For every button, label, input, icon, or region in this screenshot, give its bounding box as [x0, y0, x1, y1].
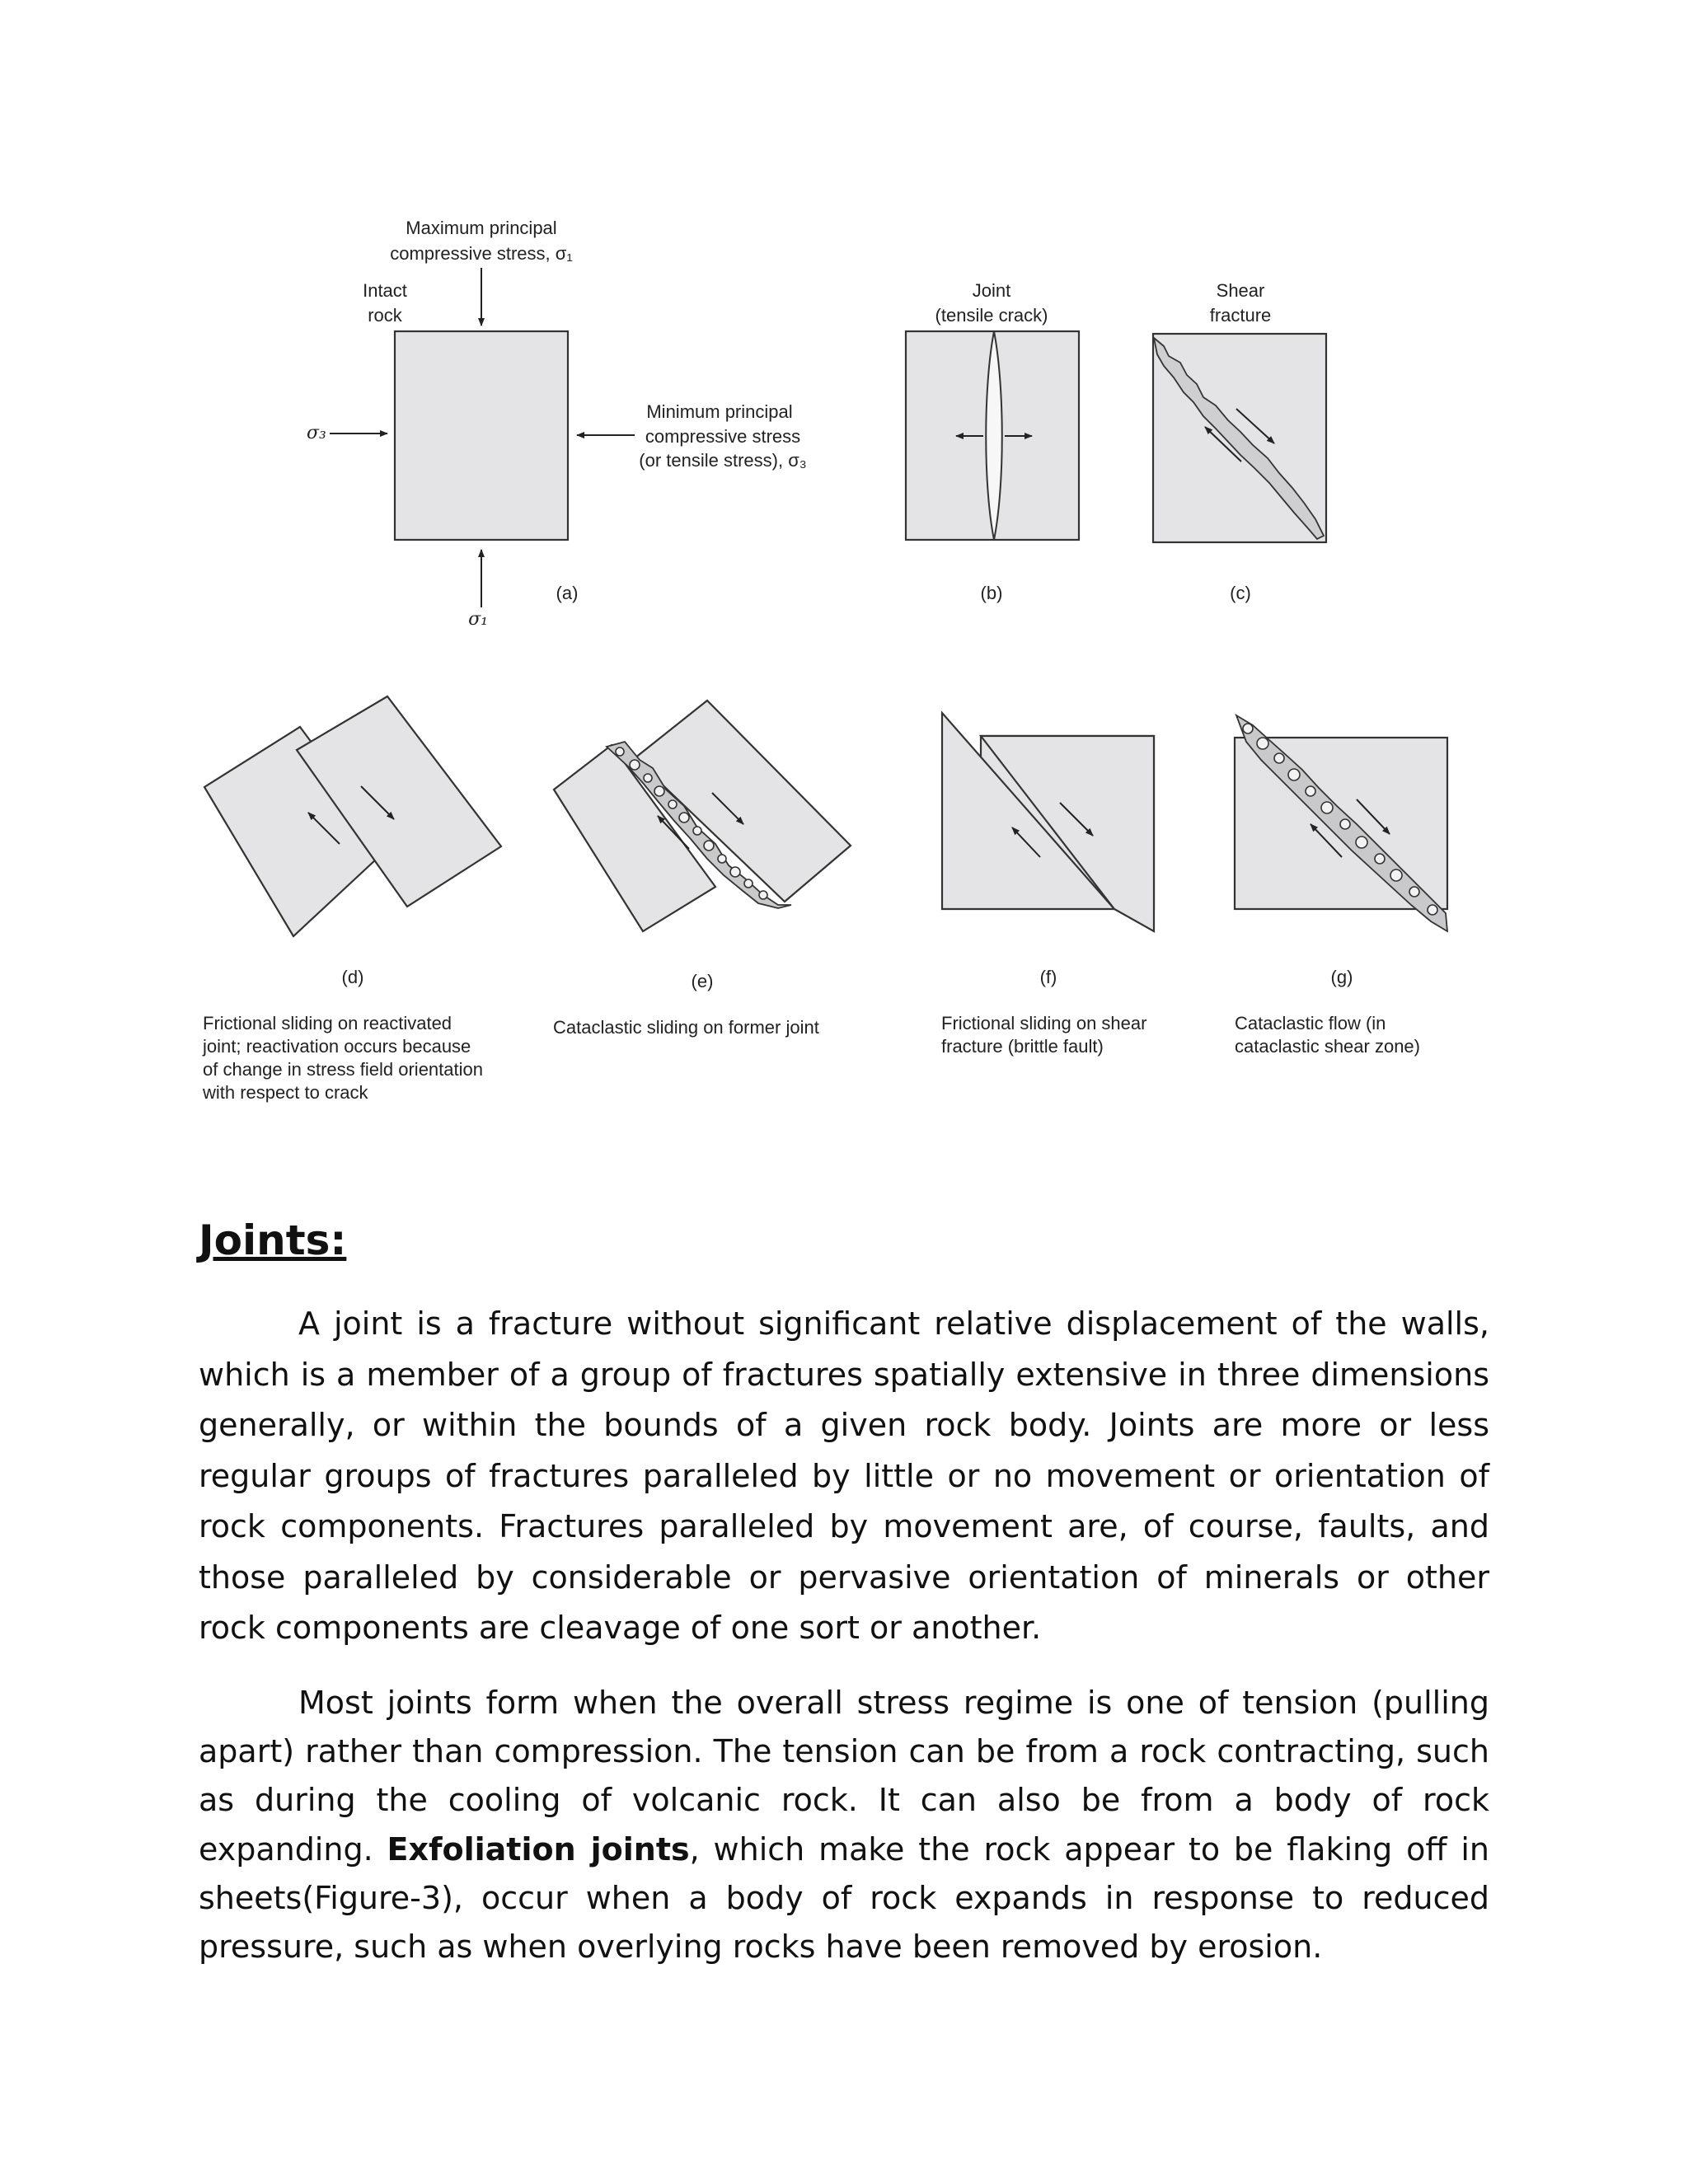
- caption-e: [553, 1016, 819, 1039]
- caption-d-line: of change in stress field orientation: [203, 1059, 483, 1080]
- intact-rock-label-2: rock: [368, 305, 402, 326]
- panel-d-tag: (d): [341, 967, 364, 987]
- paragraph-joint-definition: A joint is a fracture without significant relative displacement of the walls, which is a member of a group of fractures spatially extensive in three dimensions generally, or within the bounds of a given rock body. Joints are more or less regular groups of fractures paralleled by little or no movement or orientation of rock components. Fractures paralleled by movement are, of course, faults, and those paralleled by considerable or pervasive orientation of minerals or other rock components are cleavage of one sort or another.: [199, 1305, 1489, 1646]
- caption-d-line: Frictional sliding on reactivated: [203, 1013, 452, 1033]
- max-stress-label-2: compressive stress, σ₁: [390, 243, 573, 264]
- caption-e-line: Cataclastic sliding on former joint: [553, 1017, 819, 1038]
- panel-c-tag: (c): [1230, 583, 1251, 603]
- caption-g: [1235, 1012, 1420, 1058]
- section-heading: Joints:: [199, 1216, 347, 1264]
- panel-e-tag: (e): [691, 971, 714, 991]
- caption-d-line: with respect to crack: [203, 1082, 368, 1103]
- joint-label-2: (tensile crack): [935, 305, 1048, 326]
- panel-a-tag: (a): [556, 583, 579, 603]
- panel-b-tag: (b): [980, 583, 1003, 603]
- shear-fracture-label-2: fracture: [1209, 305, 1272, 326]
- max-stress-label-1: Maximum principal: [406, 218, 557, 238]
- caption-d-line: joint; reactivation occurs because: [203, 1036, 471, 1057]
- panel-c: [1153, 280, 1326, 603]
- panel-b: [906, 280, 1079, 603]
- caption-f-line: Frictional sliding on shear: [941, 1013, 1147, 1033]
- sigma1-label: σ₁: [468, 609, 488, 630]
- caption-f-line: fracture (brittle fault): [941, 1036, 1104, 1057]
- panel-f-tag: (f): [1039, 967, 1057, 987]
- min-stress-label-1: Minimum principal: [646, 401, 793, 422]
- shear-fracture-label-1: Shear: [1216, 280, 1265, 301]
- panel-g: [1235, 715, 1447, 987]
- joint-label-1: Joint: [972, 280, 1011, 301]
- panel-a: [307, 218, 807, 630]
- paragraph-text: , which make the rock appear to be flaking off in sheets(Figure-3), occur when a body of rock expands in response to reduced pressure, such as when overlying rocks have been removed by erosion.: [199, 1830, 1489, 1966]
- intact-rock-block: [395, 331, 568, 540]
- caption-g-line: Cataclastic flow (in: [1235, 1013, 1386, 1033]
- caption-g-line: cataclastic shear zone): [1235, 1036, 1420, 1057]
- paragraph-joint-formation: [199, 1679, 1489, 1971]
- exfoliation-joints-term: Exfoliation joints: [387, 1830, 690, 1868]
- panel-e: [554, 701, 851, 991]
- paragraph-text: Most joints form when the overall stress regime is one of tension (pulling apart) rather than compression. The tension can be from a rock contracting, such as during the cooling of volcanic rock. It can also be from a body of rock expanding.: [199, 1685, 1489, 1868]
- min-stress-label-2: compressive stress: [645, 426, 801, 447]
- panel-d: [204, 696, 501, 987]
- min-stress-label-3: (or tensile stress), σ₃: [639, 450, 807, 471]
- caption-f: [941, 1012, 1146, 1058]
- sigma3-label: σ₃: [307, 423, 326, 443]
- caption-d: [203, 1012, 483, 1104]
- panel-f: [942, 713, 1154, 987]
- intact-rock-label-1: Intact: [363, 280, 407, 301]
- panel-g-tag: (g): [1330, 967, 1353, 987]
